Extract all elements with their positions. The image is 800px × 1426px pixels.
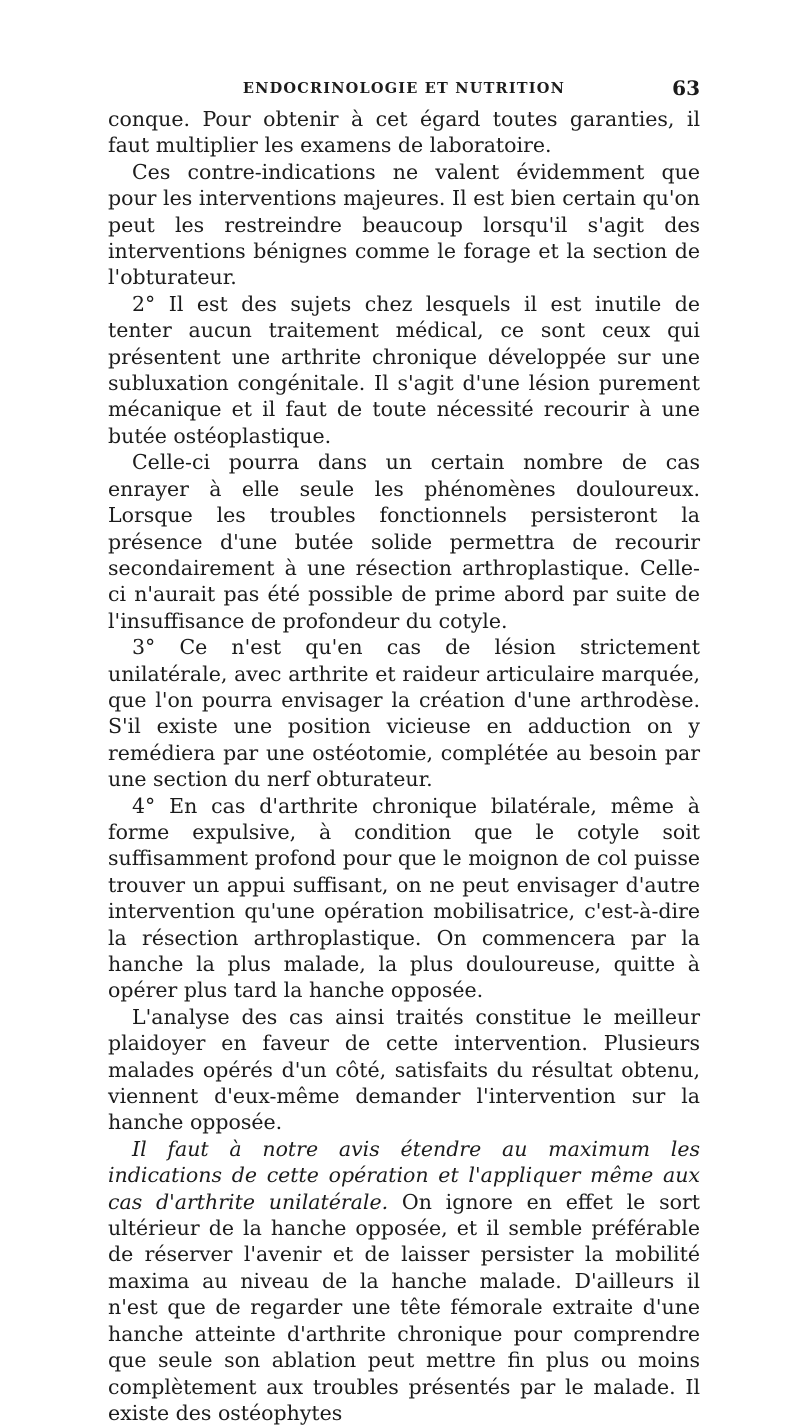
paragraph-continuation: conque. Pour obtenir à cet égard toutes garanties, il faut multiplier les examens de laboratoire. (108, 107, 700, 158)
book-page (108, 78, 700, 1426)
paragraph-contre-indications: Ces contre-indications ne valent évidemment que pour les interventions majeures. Il est bien certain qu'on peut les restreindre beaucoup lorsqu'il s'agit des interventions bénignes comme le forage et la section de l'obturateur. (108, 159, 700, 290)
body-text (108, 106, 700, 1426)
paragraph-point-4: 4° En cas d'arthrite chronique bilatérale, même à forme expulsive, à condition que le cotyle soit suffisamment profond pour que le moignon de col puisse trouver un appui suffisant, on ne peut envisager d'autre intervention qu'une opération mobilisatrice, c'est-à-dire la résection arthroplastique. On commencera par la hanche la plus malade, la plus douloureuse, quitte à opérer plus tard la hanche opposée. (108, 793, 700, 1003)
paragraph-butee: Celle-ci pourra dans un certain nombre de cas enrayer à elle seule les phénomènes douloureux. Lorsque les troubles fonctionnels persisteront la présence d'une butée solide permettra de recourir secondairement à une résection arthroplastique. Celle-ci n'aurait pas été possible de prime abord par suite de l'insuffisance de profondeur du cotyle. (108, 450, 700, 633)
italic-emphasis: Il faut à notre avis étendre au maximum les indications de cette opération et l'appliquer même aux cas d'arthrite unilatérale. (108, 1136, 700, 1214)
running-title: ENDOCRINOLOGIE ET NUTRITION (242, 80, 566, 97)
page-number: 63 (672, 76, 700, 100)
paragraph-conclusion-text: On ignore en effet le sort ultérieur de la hanche opposée, et il semble préférable de réserver l'avenir et de laisser persister la mobilité maxima au niveau de la hanche malade. D'ailleurs il n'est que de regarder une tête fémorale extraite d'une hanche atteinte d'arthrite chronique pour comprendre que seule son ablation peut mettre fin plus ou moins complètement aux troubles présentés par le malade. Il existe des ostéophytes (108, 1189, 700, 1425)
paragraph-analyse: L'analyse des cas ainsi traités constitue le meilleur plaidoyer en faveur de cette intervention. Plusieurs malades opérés d'un côté, satisfaits du résultat obtenu, viennent d'eux-même demander l'intervention sur la hanche opposée. (108, 1004, 700, 1135)
running-header (108, 78, 700, 100)
paragraph-point-3: 3° Ce n'est qu'en cas de lésion strictement unilatérale, avec arthrite et raideur articulaire marquée, que l'on pourra envisager la création d'une arthrodèse. S'il existe une position vicieuse en adduction on y remédiera par une ostéotomie, complétée au besoin par une section du nerf obturateur. (108, 635, 700, 792)
paragraph-point-2: 2° Il est des sujets chez lesquels il est inutile de tenter aucun traitement médical, ce sont ceux qui présentent une arthrite chronique développée sur une subluxation congénitale. Il s'agit d'une lésion purement mécanique et il faut de toute nécessité recourir à une butée ostéoplastique. (108, 291, 700, 448)
paragraph-conclusion (108, 1136, 700, 1426)
